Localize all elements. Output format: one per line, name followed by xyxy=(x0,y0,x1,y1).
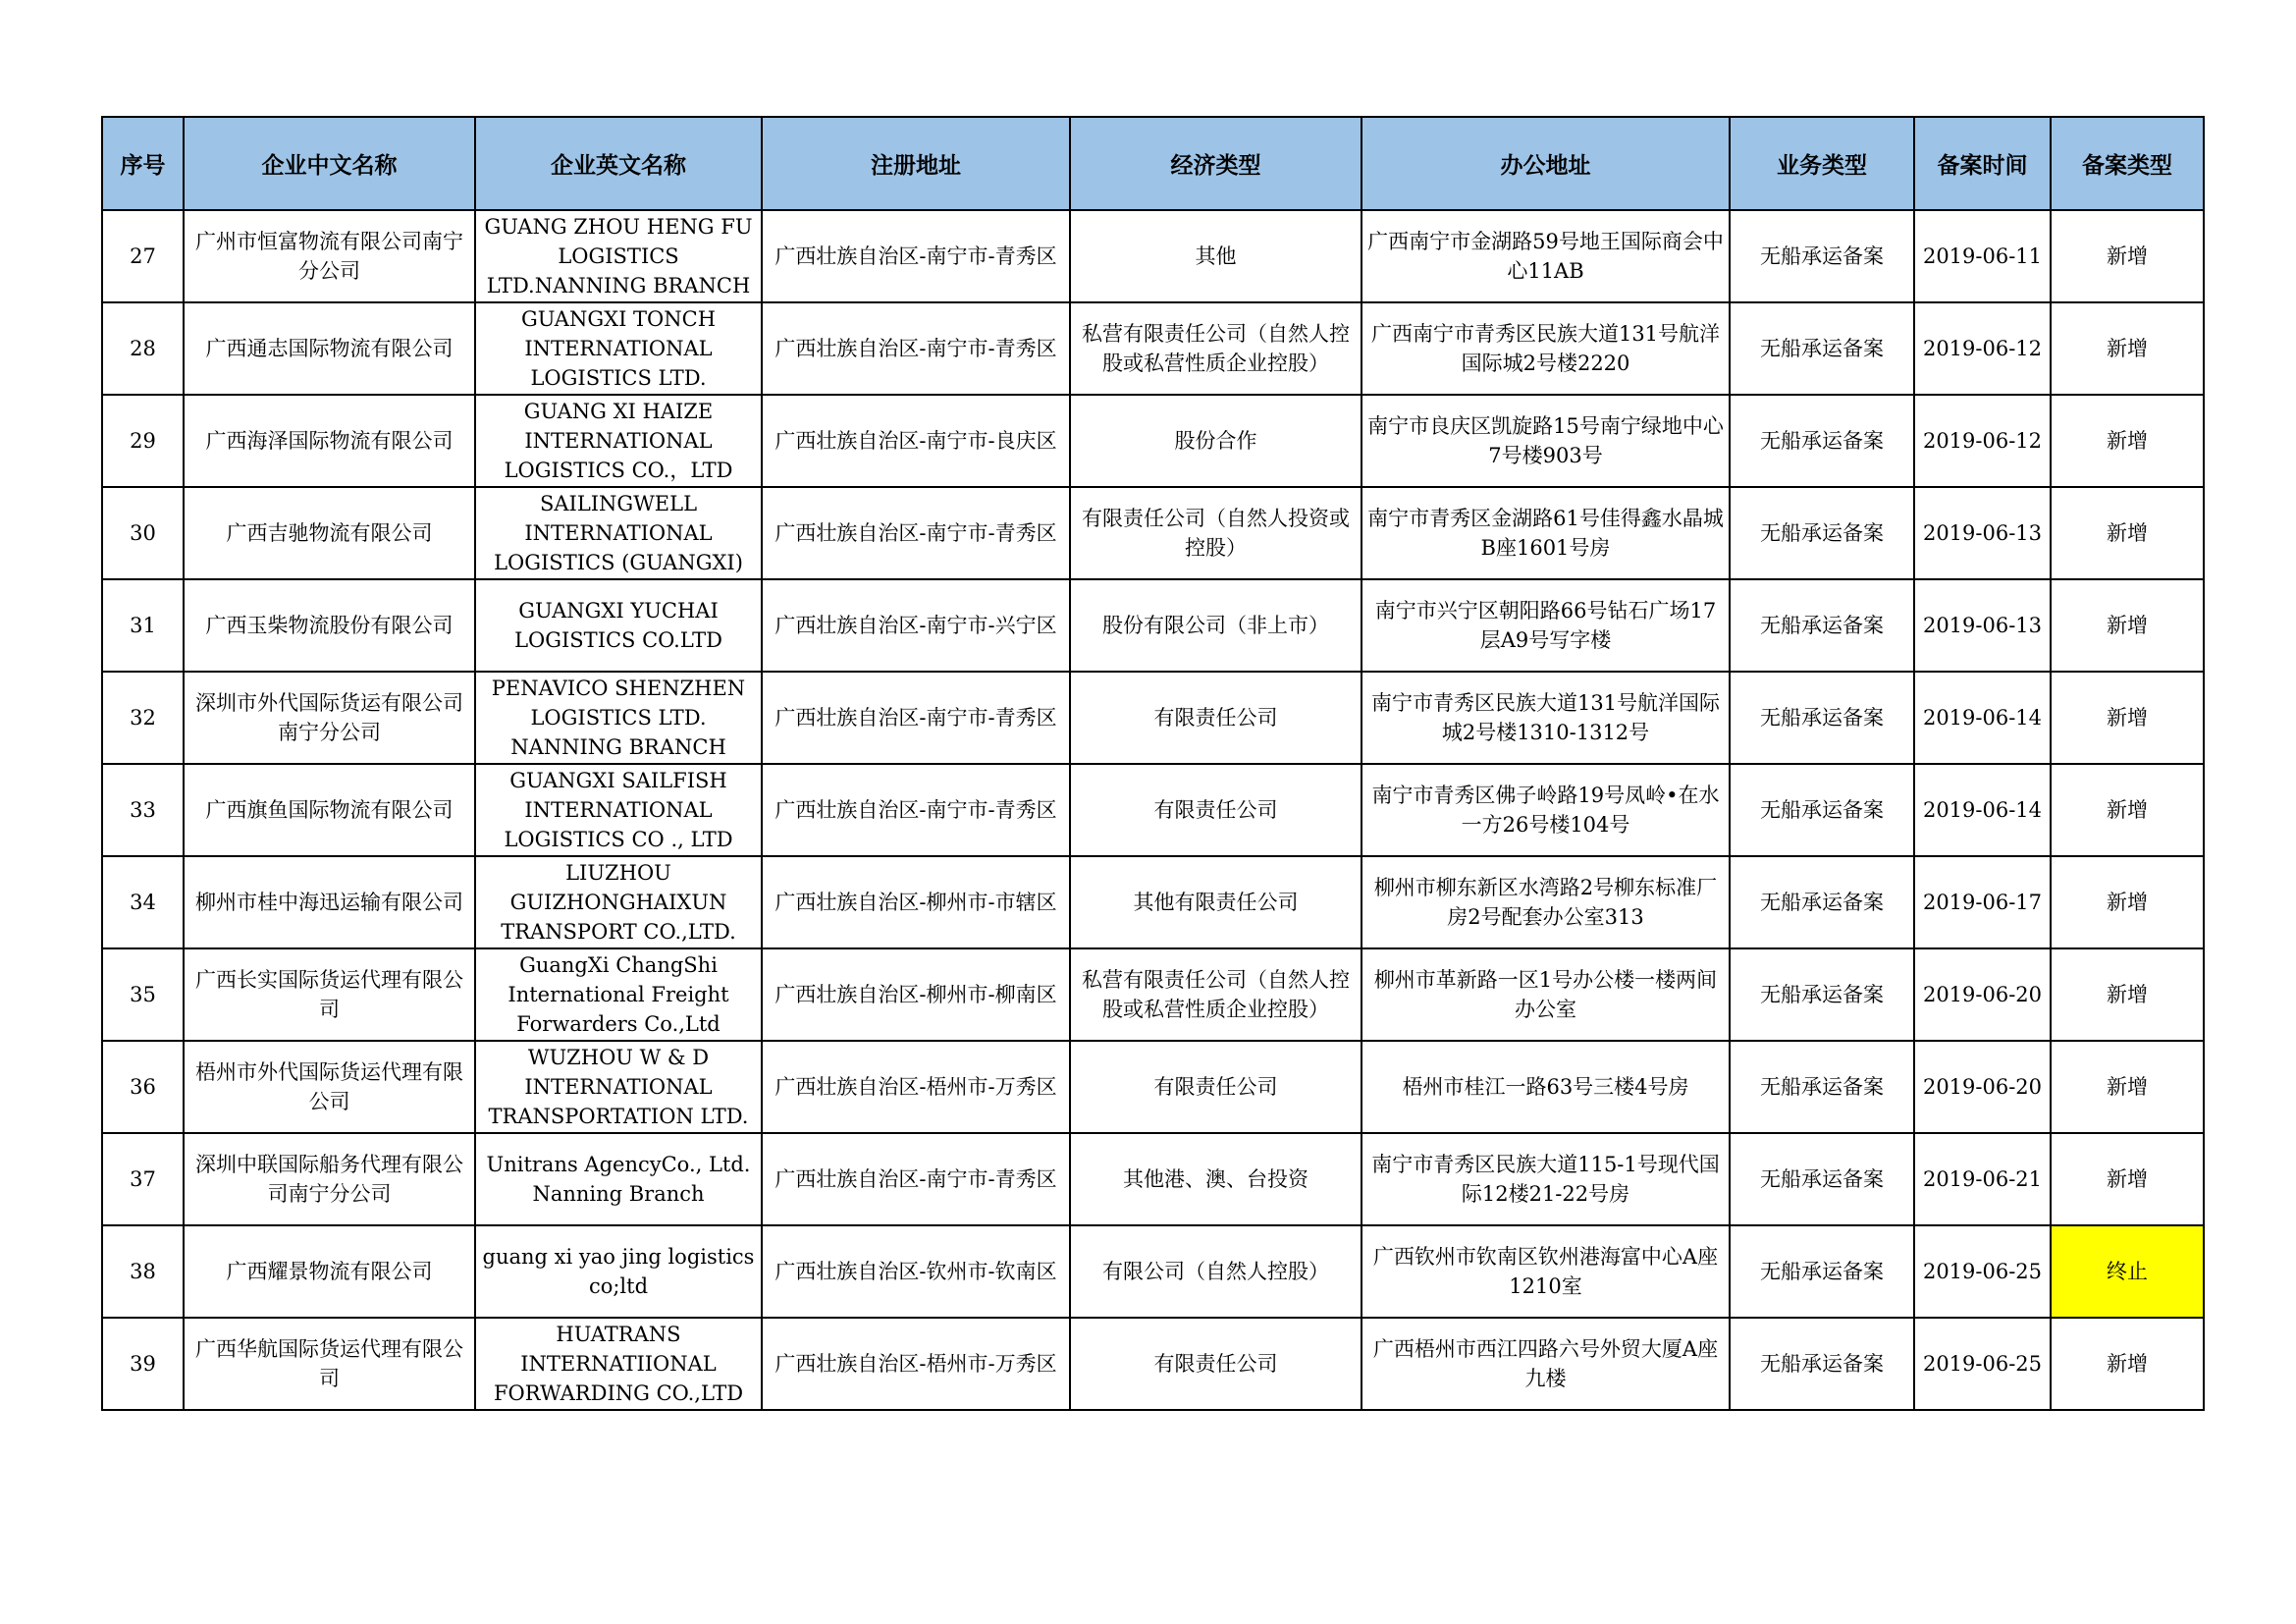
cell-reg-address: 广西壮族自治区-梧州市-万秀区 xyxy=(762,1041,1070,1133)
cell-office-address: 广西钦州市钦南区钦州港海富中心A座1210室 xyxy=(1362,1225,1730,1318)
cell-filing-type: 新增 xyxy=(2051,395,2204,487)
cell-filing-date: 2019-06-14 xyxy=(1914,672,2051,764)
cell-seq: 28 xyxy=(102,302,184,395)
table-row xyxy=(102,1041,2204,1133)
cell-seq: 33 xyxy=(102,764,184,856)
cell-seq: 29 xyxy=(102,395,184,487)
header-filing-type: 备案类型 xyxy=(2051,117,2204,210)
cell-econ-type: 有限责任公司 xyxy=(1070,672,1362,764)
cell-econ-type: 私营有限责任公司（自然人控股或私营性质企业控股） xyxy=(1070,948,1362,1041)
header-en-name: 企业英文名称 xyxy=(475,117,762,210)
cell-seq: 39 xyxy=(102,1318,184,1410)
cell-en-name: Unitrans AgencyCo., Ltd. Nanning Branch xyxy=(475,1133,762,1225)
cell-cn-name: 广州市恒富物流有限公司南宁分公司 xyxy=(184,210,475,302)
cell-seq: 35 xyxy=(102,948,184,1041)
cell-business-type: 无船承运备案 xyxy=(1730,764,1914,856)
cell-cn-name: 广西旗鱼国际物流有限公司 xyxy=(184,764,475,856)
cell-reg-address: 广西壮族自治区-南宁市-兴宁区 xyxy=(762,579,1070,672)
cell-filing-type: 终止 xyxy=(2051,1225,2204,1318)
cell-office-address: 南宁市兴宁区朝阳路66号钻石广场17层A9号写字楼 xyxy=(1362,579,1730,672)
table-row xyxy=(102,1318,2204,1410)
table-row xyxy=(102,672,2204,764)
cell-reg-address: 广西壮族自治区-钦州市-钦南区 xyxy=(762,1225,1070,1318)
header-seq: 序号 xyxy=(102,117,184,210)
cell-office-address: 南宁市青秀区民族大道131号航洋国际城2号楼1310-1312号 xyxy=(1362,672,1730,764)
cell-seq: 27 xyxy=(102,210,184,302)
table-row xyxy=(102,579,2204,672)
table-row xyxy=(102,948,2204,1041)
cell-cn-name: 广西耀景物流有限公司 xyxy=(184,1225,475,1318)
cell-filing-type: 新增 xyxy=(2051,579,2204,672)
cell-office-address: 南宁市良庆区凯旋路15号南宁绿地中心7号楼903号 xyxy=(1362,395,1730,487)
cell-reg-address: 广西壮族自治区-南宁市-青秀区 xyxy=(762,302,1070,395)
cell-filing-date: 2019-06-17 xyxy=(1914,856,2051,948)
cell-office-address: 广西南宁市金湖路59号地王国际商会中心11AB xyxy=(1362,210,1730,302)
cell-reg-address: 广西壮族自治区-南宁市-青秀区 xyxy=(762,487,1070,579)
cell-reg-address: 广西壮族自治区-南宁市-青秀区 xyxy=(762,1133,1070,1225)
cell-cn-name: 广西华航国际货运代理有限公司 xyxy=(184,1318,475,1410)
cell-reg-address: 广西壮族自治区-南宁市-青秀区 xyxy=(762,672,1070,764)
header-reg-address: 注册地址 xyxy=(762,117,1070,210)
cell-office-address: 梧州市桂江一路63号三楼4号房 xyxy=(1362,1041,1730,1133)
table-row xyxy=(102,210,2204,302)
header-business-type: 业务类型 xyxy=(1730,117,1914,210)
cell-office-address: 广西梧州市西江四路六号外贸大厦A座九楼 xyxy=(1362,1318,1730,1410)
cell-filing-date: 2019-06-20 xyxy=(1914,1041,2051,1133)
cell-seq: 32 xyxy=(102,672,184,764)
cell-filing-date: 2019-06-21 xyxy=(1914,1133,2051,1225)
cell-filing-date: 2019-06-20 xyxy=(1914,948,2051,1041)
table-row xyxy=(102,1133,2204,1225)
cell-econ-type: 有限责任公司（自然人投资或控股） xyxy=(1070,487,1362,579)
cell-filing-date: 2019-06-12 xyxy=(1914,395,2051,487)
cell-filing-type: 新增 xyxy=(2051,1041,2204,1133)
cell-reg-address: 广西壮族自治区-南宁市-青秀区 xyxy=(762,210,1070,302)
cell-en-name: LIUZHOU GUIZHONGHAIXUN TRANSPORT CO.,LTD. xyxy=(475,856,762,948)
cell-filing-date: 2019-06-13 xyxy=(1914,579,2051,672)
cell-seq: 31 xyxy=(102,579,184,672)
cell-en-name: GUANGXI SAILFISH INTERNATIONAL LOGISTICS CO ., LTD xyxy=(475,764,762,856)
cell-reg-address: 广西壮族自治区-柳州市-市辖区 xyxy=(762,856,1070,948)
cell-office-address: 柳州市革新路一区1号办公楼一楼两间办公室 xyxy=(1362,948,1730,1041)
cell-en-name: GuangXi ChangShi International Freight Forwarders Co.,Ltd xyxy=(475,948,762,1041)
cell-seq: 34 xyxy=(102,856,184,948)
cell-seq: 38 xyxy=(102,1225,184,1318)
cell-seq: 30 xyxy=(102,487,184,579)
cell-business-type: 无船承运备案 xyxy=(1730,1133,1914,1225)
cell-reg-address: 广西壮族自治区-柳州市-柳南区 xyxy=(762,948,1070,1041)
cell-reg-address: 广西壮族自治区-南宁市-青秀区 xyxy=(762,764,1070,856)
header-filing-date: 备案时间 xyxy=(1914,117,2051,210)
cell-seq: 37 xyxy=(102,1133,184,1225)
table-row xyxy=(102,487,2204,579)
cell-business-type: 无船承运备案 xyxy=(1730,1225,1914,1318)
cell-filing-date: 2019-06-13 xyxy=(1914,487,2051,579)
cell-filing-type: 新增 xyxy=(2051,1318,2204,1410)
cell-cn-name: 梧州市外代国际货运代理有限公司 xyxy=(184,1041,475,1133)
cell-econ-type: 其他 xyxy=(1070,210,1362,302)
cell-business-type: 无船承运备案 xyxy=(1730,487,1914,579)
cell-cn-name: 深圳市外代国际货运有限公司南宁分公司 xyxy=(184,672,475,764)
cell-cn-name: 广西玉柴物流股份有限公司 xyxy=(184,579,475,672)
header-office-address: 办公地址 xyxy=(1362,117,1730,210)
cell-filing-type: 新增 xyxy=(2051,1133,2204,1225)
cell-filing-date: 2019-06-25 xyxy=(1914,1318,2051,1410)
table-row xyxy=(102,1225,2204,1318)
cell-business-type: 无船承运备案 xyxy=(1730,579,1914,672)
table-row xyxy=(102,856,2204,948)
cell-filing-date: 2019-06-14 xyxy=(1914,764,2051,856)
cell-en-name: GUANG ZHOU HENG FU LOGISTICS LTD.NANNING BRANCH xyxy=(475,210,762,302)
cell-en-name: GUANGXI TONCH INTERNATIONAL LOGISTICS LTD. xyxy=(475,302,762,395)
cell-business-type: 无船承运备案 xyxy=(1730,1041,1914,1133)
cell-en-name: PENAVICO SHENZHEN LOGISTICS LTD. NANNING BRANCH xyxy=(475,672,762,764)
cell-cn-name: 广西长实国际货运代理有限公司 xyxy=(184,948,475,1041)
cell-econ-type: 有限责任公司 xyxy=(1070,764,1362,856)
cell-cn-name: 广西海泽国际物流有限公司 xyxy=(184,395,475,487)
cell-business-type: 无船承运备案 xyxy=(1730,1318,1914,1410)
cell-econ-type: 其他港、澳、台投资 xyxy=(1070,1133,1362,1225)
cell-econ-type: 股份有限公司（非上市） xyxy=(1070,579,1362,672)
cell-business-type: 无船承运备案 xyxy=(1730,672,1914,764)
cell-econ-type: 股份合作 xyxy=(1070,395,1362,487)
cell-business-type: 无船承运备案 xyxy=(1730,210,1914,302)
cell-cn-name: 深圳中联国际船务代理有限公司南宁分公司 xyxy=(184,1133,475,1225)
cell-filing-date: 2019-06-25 xyxy=(1914,1225,2051,1318)
cell-econ-type: 有限责任公司 xyxy=(1070,1041,1362,1133)
table-row xyxy=(102,764,2204,856)
cell-en-name: GUANG XI HAIZE INTERNATIONAL LOGISTICS CO.，LTD xyxy=(475,395,762,487)
header-row xyxy=(102,117,2204,210)
cell-filing-type: 新增 xyxy=(2051,764,2204,856)
cell-econ-type: 有限公司（自然人控股） xyxy=(1070,1225,1362,1318)
cell-cn-name: 广西吉驰物流有限公司 xyxy=(184,487,475,579)
cell-filing-type: 新增 xyxy=(2051,672,2204,764)
cell-office-address: 南宁市青秀区金湖路61号佳得鑫水晶城B座1601号房 xyxy=(1362,487,1730,579)
cell-office-address: 柳州市柳东新区水湾路2号柳东标准厂房2号配套办公室313 xyxy=(1362,856,1730,948)
cell-filing-type: 新增 xyxy=(2051,487,2204,579)
cell-cn-name: 柳州市桂中海迅运输有限公司 xyxy=(184,856,475,948)
cell-econ-type: 私营有限责任公司（自然人控股或私营性质企业控股） xyxy=(1070,302,1362,395)
cell-filing-date: 2019-06-11 xyxy=(1914,210,2051,302)
cell-en-name: guang xi yao jing logistics co;ltd xyxy=(475,1225,762,1318)
cell-en-name: WUZHOU W & D INTERNATIONAL TRANSPORTATION LTD. xyxy=(475,1041,762,1133)
cell-office-address: 广西南宁市青秀区民族大道131号航洋国际城2号楼2220 xyxy=(1362,302,1730,395)
cell-en-name: GUANGXI YUCHAI LOGISTICS CO.LTD xyxy=(475,579,762,672)
cell-econ-type: 其他有限责任公司 xyxy=(1070,856,1362,948)
cell-business-type: 无船承运备案 xyxy=(1730,948,1914,1041)
cell-filing-type: 新增 xyxy=(2051,210,2204,302)
cell-cn-name: 广西通志国际物流有限公司 xyxy=(184,302,475,395)
cell-filing-type: 新增 xyxy=(2051,302,2204,395)
cell-en-name: HUATRANS INTERNATIIONAL FORWARDING CO.,LTD xyxy=(475,1318,762,1410)
header-cn-name: 企业中文名称 xyxy=(184,117,475,210)
header-econ-type: 经济类型 xyxy=(1070,117,1362,210)
table-row xyxy=(102,302,2204,395)
filing-table xyxy=(101,116,2205,1411)
cell-seq: 36 xyxy=(102,1041,184,1133)
cell-office-address: 南宁市青秀区佛子岭路19号凤岭•在水一方26号楼104号 xyxy=(1362,764,1730,856)
cell-office-address: 南宁市青秀区民族大道115-1号现代国际12楼21-22号房 xyxy=(1362,1133,1730,1225)
cell-business-type: 无船承运备案 xyxy=(1730,302,1914,395)
cell-en-name: SAILINGWELL INTERNATIONAL LOGISTICS (GUANGXI) xyxy=(475,487,762,579)
cell-filing-date: 2019-06-12 xyxy=(1914,302,2051,395)
cell-reg-address: 广西壮族自治区-南宁市-良庆区 xyxy=(762,395,1070,487)
table-row xyxy=(102,395,2204,487)
cell-business-type: 无船承运备案 xyxy=(1730,856,1914,948)
cell-reg-address: 广西壮族自治区-梧州市-万秀区 xyxy=(762,1318,1070,1410)
cell-business-type: 无船承运备案 xyxy=(1730,395,1914,487)
cell-filing-type: 新增 xyxy=(2051,856,2204,948)
cell-econ-type: 有限责任公司 xyxy=(1070,1318,1362,1410)
cell-filing-type: 新增 xyxy=(2051,948,2204,1041)
